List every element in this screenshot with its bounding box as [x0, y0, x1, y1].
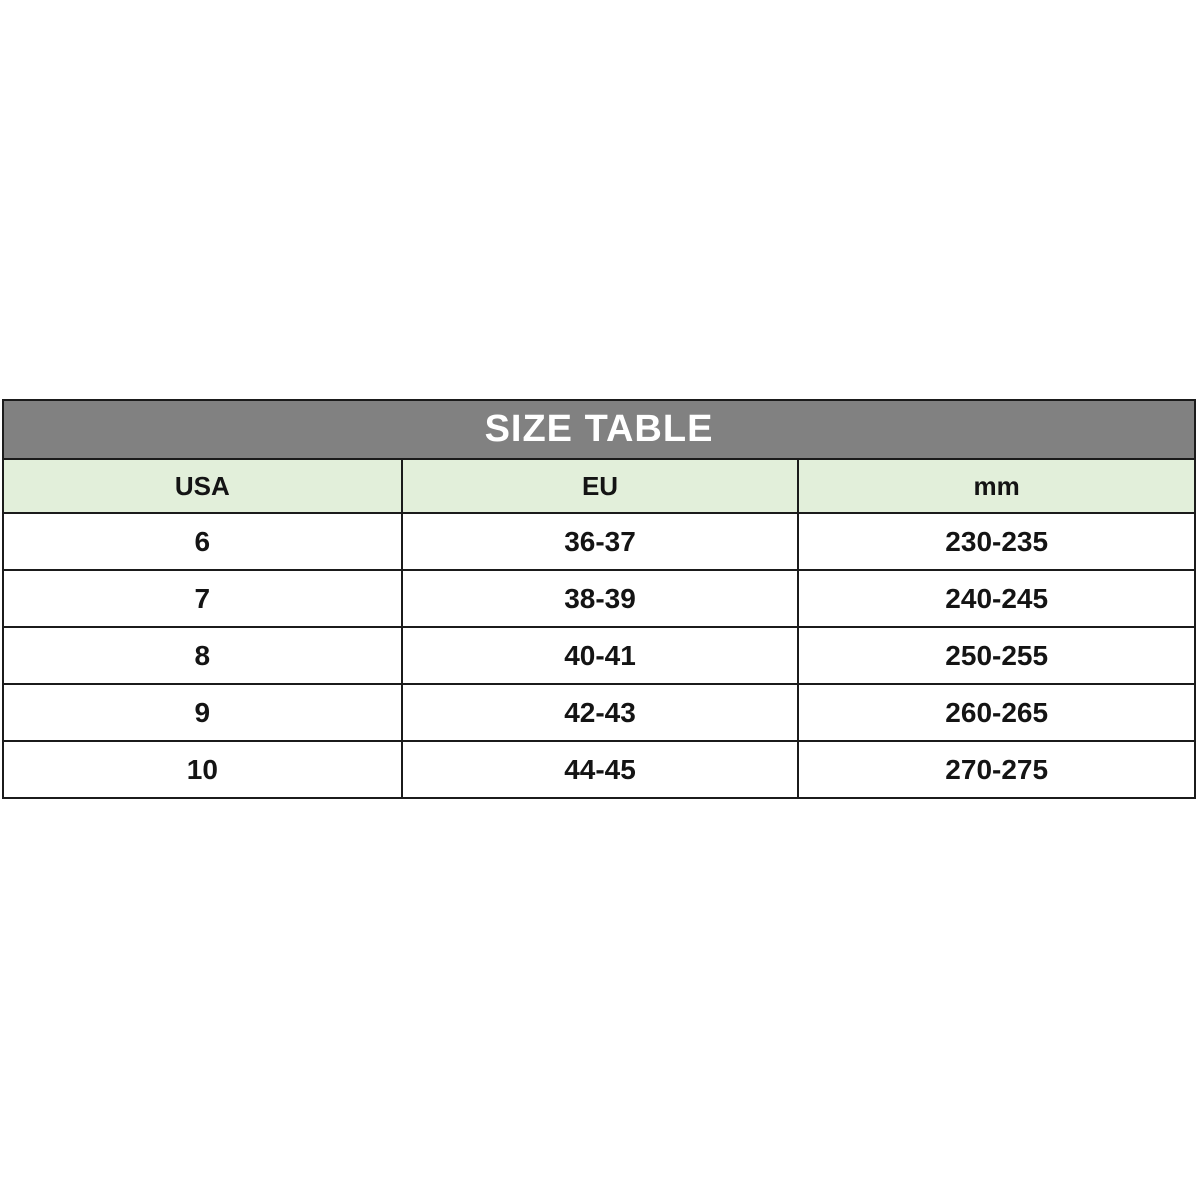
cell-eu: 38-39 [401, 571, 798, 626]
table-row [4, 626, 1194, 683]
cell-mm: 260-265 [797, 685, 1194, 740]
cell-usa: 7 [4, 571, 401, 626]
cell-mm: 270-275 [797, 742, 1194, 797]
cell-eu: 44-45 [401, 742, 798, 797]
cell-mm: 240-245 [797, 571, 1194, 626]
cell-mm: 230-235 [797, 514, 1194, 569]
cell-usa: 6 [4, 514, 401, 569]
table-row [4, 683, 1194, 740]
cell-usa: 10 [4, 742, 401, 797]
cell-mm: 250-255 [797, 628, 1194, 683]
column-header-usa: USA [4, 460, 401, 512]
cell-eu: 42-43 [401, 685, 798, 740]
table-header-row [4, 458, 1194, 512]
cell-usa: 8 [4, 628, 401, 683]
column-header-mm: mm [797, 460, 1194, 512]
cell-eu: 40-41 [401, 628, 798, 683]
table-title-bar [4, 401, 1194, 458]
table-row [4, 512, 1194, 569]
cell-usa: 9 [4, 685, 401, 740]
cell-eu: 36-37 [401, 514, 798, 569]
size-conversion-table [2, 399, 1196, 799]
table-title: SIZE TABLE [484, 408, 714, 450]
table-row [4, 569, 1194, 626]
table-row [4, 740, 1194, 797]
column-header-eu: EU [401, 460, 798, 512]
